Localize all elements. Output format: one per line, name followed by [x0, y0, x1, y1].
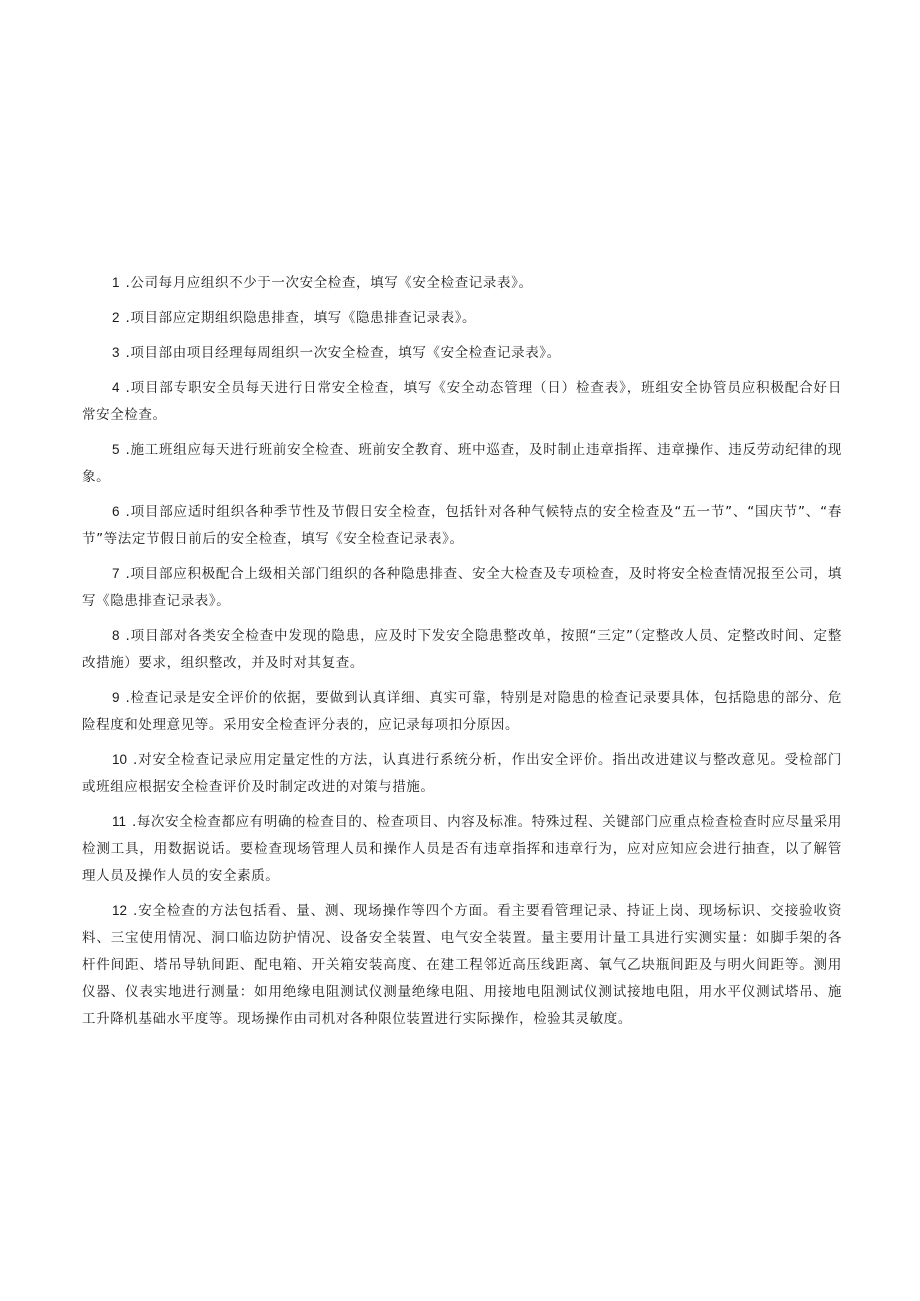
- list-item: [82, 897, 842, 1033]
- list-item: [82, 560, 842, 615]
- item-number: 8: [112, 628, 120, 643]
- list-item: [82, 684, 842, 739]
- item-text: .项目部应定期组织隐患排查，填写《隐患排查记录表》。: [125, 310, 477, 326]
- item-text: .对安全检查记录应用定量定性的方法，认真进行系统分析，作出安全评价。指出改进建议与整改意见。受检部门或班组应根据安全检查评价及时制定改进的对策与措施。: [82, 752, 842, 795]
- item-number: 1: [112, 275, 120, 290]
- item-text: .每次安全检查都应有明确的检查目的、检查项目、内容及标准。特殊过程、关键部门应重点检查检查时应尽量采用检测工具，用数据说话。要检查现场管理人员和操作人员是否有违章指挥和违章行为，应对应知应会进行抽查，以了解管理人员及操作人员的安全素质。: [82, 814, 842, 884]
- item-number: 9: [112, 690, 120, 705]
- item-number: 2: [112, 310, 120, 325]
- list-item: [82, 269, 842, 297]
- item-number: 6: [112, 504, 120, 519]
- item-text: .项目部应适时组织各种季节性及节假日安全检查，包括针对各种气候特点的安全检查及“五一节”、“国庆节”、“春节”等法定节假日前后的安全检查，填写《安全检查记录表》。: [82, 504, 842, 547]
- item-text: .施工班组应每天进行班前安全检查、班前安全教育、班中巡查，及时制止违章指挥、违章操作、违反劳动纪律的现象。: [82, 442, 842, 485]
- list-item: [82, 339, 842, 367]
- list-item: [82, 746, 842, 801]
- item-text: .项目部对各类安全检查中发现的隐患，应及时下发安全隐患整改单，按照“三定”（定整改人员、定整改时间、定整改措施）要求，组织整改，并及时对其复查。: [82, 628, 842, 671]
- item-text: .项目部应积极配合上级相关部门组织的各种隐患排查、安全大检查及专项检查，及时将安全检查情况报至公司，填写《隐患排查记录表》。: [82, 566, 842, 609]
- item-number: 10: [112, 752, 128, 767]
- item-number: 7: [112, 566, 120, 581]
- item-number: 3: [112, 345, 120, 360]
- list-item: [82, 374, 842, 429]
- list-item: [82, 436, 842, 491]
- item-number: 4: [112, 380, 120, 395]
- item-text: .项目部专职安全员每天进行日常安全检查，填写《安全动态管理（日）检查表》，班组安全协管员应积极配合好日常安全检查。: [82, 380, 842, 423]
- list-item: [82, 498, 842, 553]
- list-item: [82, 808, 842, 890]
- item-number: 5: [112, 442, 120, 457]
- item-text: .安全检查的方法包括看、量、测、现场操作等四个方面。看主要看管理记录、持证上岗、现场标识、交接验收资料、三宝使用情况、洞口临边防护情况、设备安全装置、电气安全装置。量主要用计量工具进行实测实量：如脚手架的各杆件间距、塔吊导轨间距、配电箱、开关箱安装高度、在建工程邻近高压线距离、氧气乙块瓶间距及与明火间距等。测用仪器、仪表实地进行测量：如用绝缘电阻测试仪测量绝缘电阻、用接地电阻测试仪测试接地电阻，用水平仪测试塔吊、施工升降机基础水平度等。现场操作由司机对各种限位装置进行实际操作，检验其灵敏度。: [82, 903, 842, 1027]
- list-item: [82, 622, 842, 677]
- item-text: .公司每月应组织不少于一次安全检查，填写《安全检查记录表》。: [125, 275, 533, 291]
- item-text: .项目部由项目经理每周组织一次安全检查，填写《安全检查记录表》。: [125, 345, 561, 361]
- item-number: 11: [112, 814, 127, 829]
- item-number: 12: [112, 903, 128, 918]
- document-body: [82, 269, 842, 1040]
- list-item: [82, 304, 842, 332]
- item-text: .检查记录是安全评价的依据，要做到认真详细、真实可靠，特别是对隐患的检查记录要具体，包括隐患的部分、危险程度和处理意见等。采用安全检查评分表的，应记录每项扣分原因。: [82, 690, 842, 733]
